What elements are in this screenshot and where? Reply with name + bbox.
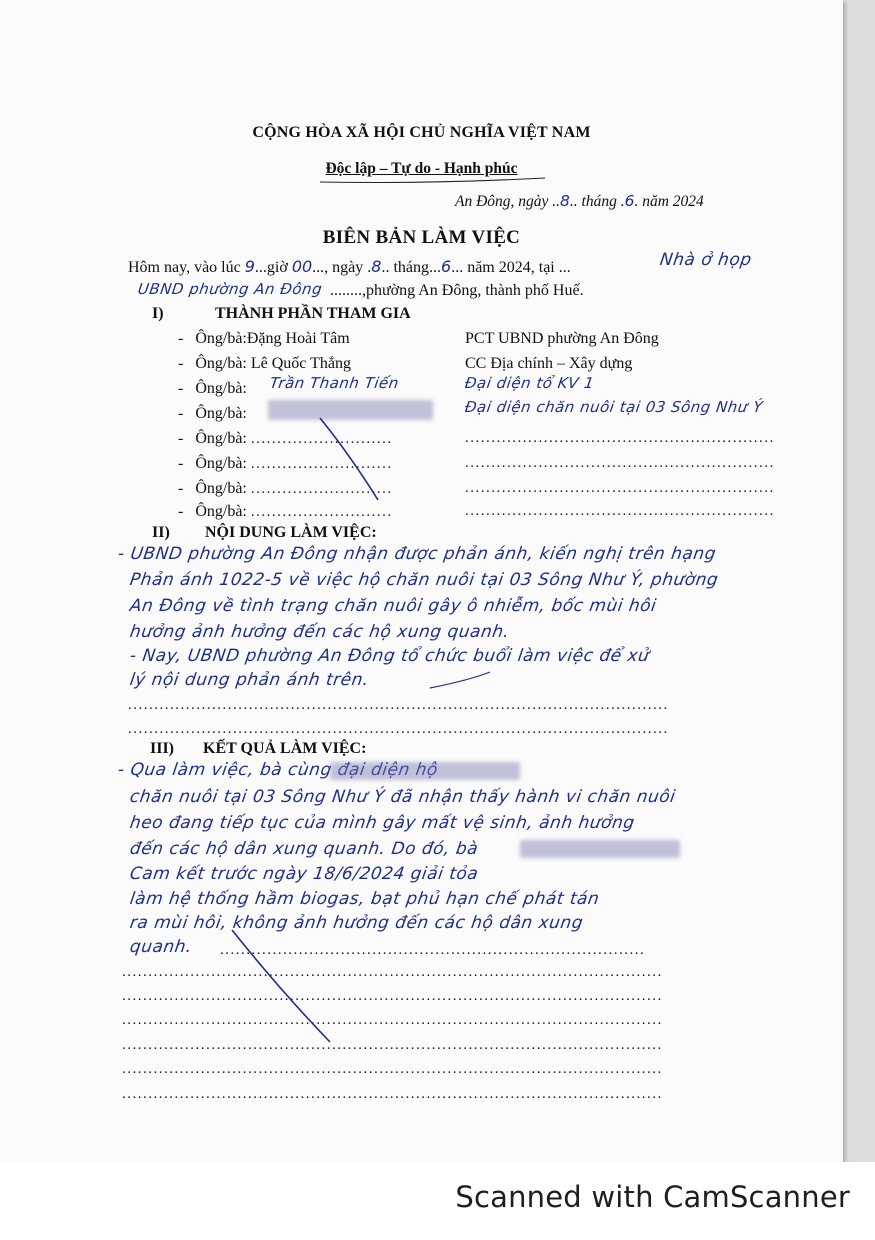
blank-line: ....................................................................................................... [122, 1061, 663, 1077]
participant-role-blank: ........................................................... [465, 430, 775, 446]
blank-line: ....................................................................................................... [122, 988, 663, 1004]
section-1-number: I) [152, 305, 164, 322]
handwritten-line: làm hệ thống hầm biogas, bạt phủ hạn chế phát tán [128, 889, 601, 909]
blank-line: ................................................................................. [220, 942, 646, 958]
intro-location: ........,phường An Đông, thành phố Huế. [330, 282, 584, 299]
handwritten-line: Phản ánh 1022-5 về việc hộ chăn nuôi tại 03 Sông Như Ý, phường [128, 570, 720, 590]
meeting-place-handwritten: Nhà ở họp [658, 250, 753, 270]
section-2-title: NỘI DUNG LÀM VIỆC: [205, 524, 377, 541]
blank-line: ....................................................................................................... [128, 697, 669, 713]
participant-row: - Ông/bà: [178, 380, 247, 397]
section-3-number: III) [150, 740, 175, 757]
participant-row: - Ông/bà: ........................... [178, 480, 393, 497]
participant-role-blank: ........................................................... [465, 455, 775, 471]
handwritten-line: ra mùi hôi, không ảnh hưởng đến các hộ dân xung [128, 913, 585, 933]
scanner-watermark-bar [0, 1162, 875, 1240]
blank-line: ....................................................................................................... [122, 964, 663, 980]
handwritten-line: - Qua làm việc, bà cùng đại diện hộ [116, 760, 440, 780]
participant-role-blank: ........................................................... [465, 480, 775, 496]
participant-role-blank: ........................................................... [465, 503, 775, 519]
blank-line: ....................................................................................................... [122, 1037, 663, 1053]
participant-name-handwritten: Trần Thanh Tiến [268, 374, 401, 392]
handwritten-line: hưởng ảnh hưởng đến các hộ xung quanh. [128, 622, 511, 642]
handwritten-line: đến các hộ dân xung quanh. Do đó, bà [128, 839, 480, 859]
participant-row: - Ông/bà: ........................... [178, 455, 393, 472]
document-title: BIÊN BẢN LÀM VIỆC [322, 227, 521, 248]
section-3-title: KẾT QUẢ LÀM VIỆC: [203, 740, 367, 757]
handwritten-line: quanh. [128, 937, 194, 957]
participant-role: CC Địa chính – Xây dựng [465, 355, 633, 372]
handwritten-line: heo đang tiếp tục của mình gây mất vệ sinh, ảnh hưởng [128, 813, 636, 833]
cross-out-stroke-2 [232, 930, 330, 1042]
handwritten-line: lý nội dung phản ánh trên. [128, 670, 371, 690]
blank-line: ....................................................................................................... [128, 721, 669, 737]
handwritten-line: - Nay, UBND phường An Đông tổ chức buổi làm việc để xử [128, 646, 651, 666]
scanner-watermark: Scanned with CamScanner [455, 1180, 850, 1214]
participant-row: - Ông/bà:Đặng Hoài Tâm [178, 330, 350, 347]
intro-line: Hôm nay, vào lúc 9...giờ 00..., ngày .8.. tháng...6... năm 2024, tại ... [128, 257, 571, 276]
participant-row: - Ông/bà: ........................... [178, 503, 393, 520]
participant-role-handwritten: Đại diện chăn nuôi tại 03 Sông Như Ý [463, 398, 765, 416]
section-1-title: THÀNH PHẦN THAM GIA [215, 305, 411, 322]
national-motto: Độc lập – Tự do - Hạnh phúc [325, 160, 518, 177]
cross-out-stroke-1 [320, 418, 378, 500]
date-line: An Đông, ngày ..8.. tháng .6. năm 2024 [455, 192, 704, 210]
participant-row: - Ông/bà: [178, 405, 247, 422]
participant-row: - Ông/bà: Lê Quốc Thắng [178, 355, 351, 372]
handwritten-line: Cam kết trước ngày 18/6/2024 giải tỏa [128, 864, 480, 884]
meeting-place-handwritten-2: UBND phường An Đông [136, 280, 324, 298]
participant-row: - Ông/bà: ........................... [178, 430, 393, 447]
section-2-number: II) [152, 524, 170, 541]
blank-line: ....................................................................................................... [122, 1012, 663, 1028]
national-title: CỘNG HÒA XÃ HỘI CHỦ NGHĨA VIỆT NAM [252, 124, 591, 141]
handwritten-line: chăn nuôi tại 03 Sông Như Ý đã nhận thấy hành vi chăn nuôi [128, 787, 677, 807]
blank-line: ....................................................................................................... [122, 1086, 663, 1102]
handwritten-line: - UBND phường An Đông nhận được phản ánh, kiến nghị trên hạng [116, 544, 718, 564]
underline-stroke [430, 672, 490, 688]
participant-role: PCT UBND phường An Đông [465, 330, 659, 347]
handwritten-line: An Đông về tình trạng chăn nuôi gây ô nhiễm, bốc mùi hôi [128, 596, 658, 616]
participant-role-handwritten: Đại diện tổ KV 1 [463, 374, 596, 392]
